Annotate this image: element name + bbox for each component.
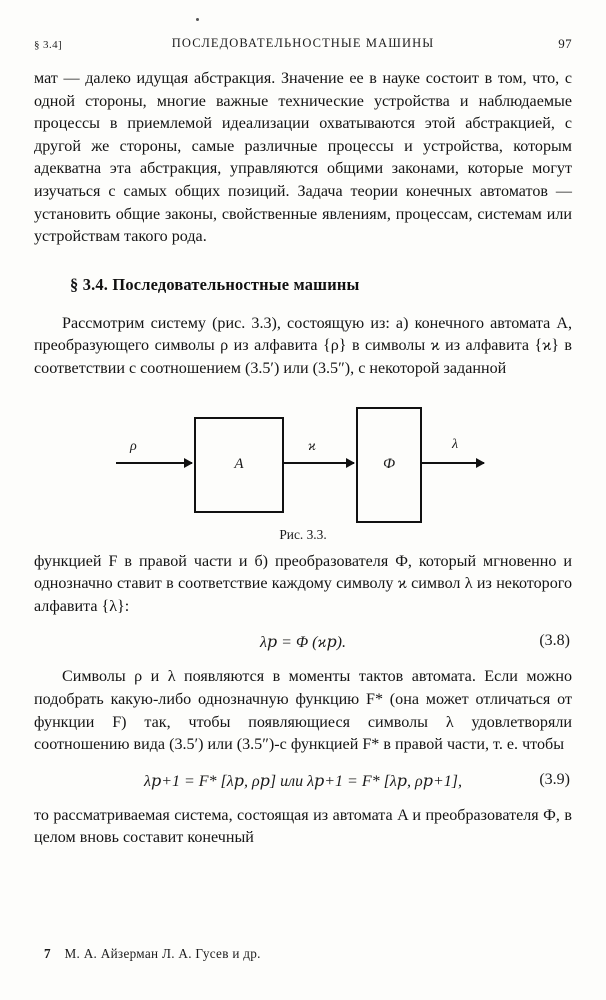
paragraph-3: функцией F в правой части и б) преобразователя Ф, который мгновенно и однозначно ставит в соответствие каждому символу ϰ символ λ из некоторого алфавита {λ}: xyxy=(34,552,572,615)
signature-line xyxy=(44,946,261,962)
paragraph-2: Рассмотрим систему (рис. 3.3), состоящую из: а) конечного автомата A, преобразующего символы ρ из алфавита {ρ} в символы ϰ из алфавита {ϰ} в соответствии с соотношением (3.5′) или (3.5″), с некоторой заданной xyxy=(34,314,572,377)
running-head xyxy=(34,36,572,54)
formula-3-9-body: λ𝑝+1 = F* [λ𝑝, ρ𝑝] или λ𝑝+1 = F* [λ𝑝, ρ𝑝+1], xyxy=(144,772,462,790)
figure-caption: Рис. 3.3. xyxy=(279,526,327,542)
arrow-input xyxy=(116,462,192,464)
figure-3-3 xyxy=(34,403,572,545)
figure-canvas xyxy=(34,403,572,523)
block-automaton-a xyxy=(194,417,284,513)
paragraph-1: мат — далеко идущая абстракция. Значение ее в науке состоит в том, что, с одной стороны, многие важные технические устройства и наблюдаемые процессы в приемлемой идеализации охватываются этой абстракцией, с другой же стороны, самые различные процессы и устройства, которым адекватна эта абстракция, управляются общими законами, которые могут изучаться с самых общих позиций. Задача теории конечных автоматов — установить общие законы, свойственные явлениям, процессам, системам или устройствам такого рода. xyxy=(34,70,572,246)
running-head-section: § 3.4] xyxy=(34,39,63,51)
formula-3-9 xyxy=(34,771,572,791)
arrow-output xyxy=(420,462,484,464)
label-rho: ρ xyxy=(130,438,137,454)
page-number: 97 xyxy=(558,36,572,51)
paragraph-4: Символы ρ и λ появляются в моменты тактов автомата. Если можно подобрать какую-либо однозначную функцию F* (она может отличаться от функции F) так, чтобы появляющиеся символы λ удовлетворяли соотношению вида (3.5′) или (3.5″)-с функцией F* в правой части, т. е. чтобы xyxy=(34,668,572,754)
signature-number: 7 xyxy=(44,946,51,961)
block-f-label: Ф xyxy=(382,456,396,473)
label-lambda: λ xyxy=(452,436,459,452)
printing-dot-mark xyxy=(196,18,199,21)
block-converter-f xyxy=(356,407,422,523)
formula-3-9-number: (3.9) xyxy=(539,770,570,788)
formula-3-8-number: (3.8) xyxy=(539,632,570,650)
formula-3-8 xyxy=(34,632,572,652)
paragraph-5: то рассматриваемая система, состоящая из автомата A и преобразователя Ф, в целом вновь составит конечный xyxy=(34,806,572,847)
formula-3-8-body: λ𝑝 = Φ (ϰ𝑝). xyxy=(259,634,347,652)
label-kappa: ϰ xyxy=(308,438,316,454)
running-head-title: ПОСЛЕДОВАТЕЛЬНОСТНЫЕ МАШИНЫ xyxy=(171,36,435,50)
block-a-label: A xyxy=(234,456,244,473)
arrow-middle xyxy=(282,462,354,464)
section-heading: § 3.4. Последовательностные машины xyxy=(70,274,360,294)
signature-text: М. А. Айзерман Л. А. Гусев и др. xyxy=(64,946,261,961)
body-column xyxy=(34,68,572,850)
